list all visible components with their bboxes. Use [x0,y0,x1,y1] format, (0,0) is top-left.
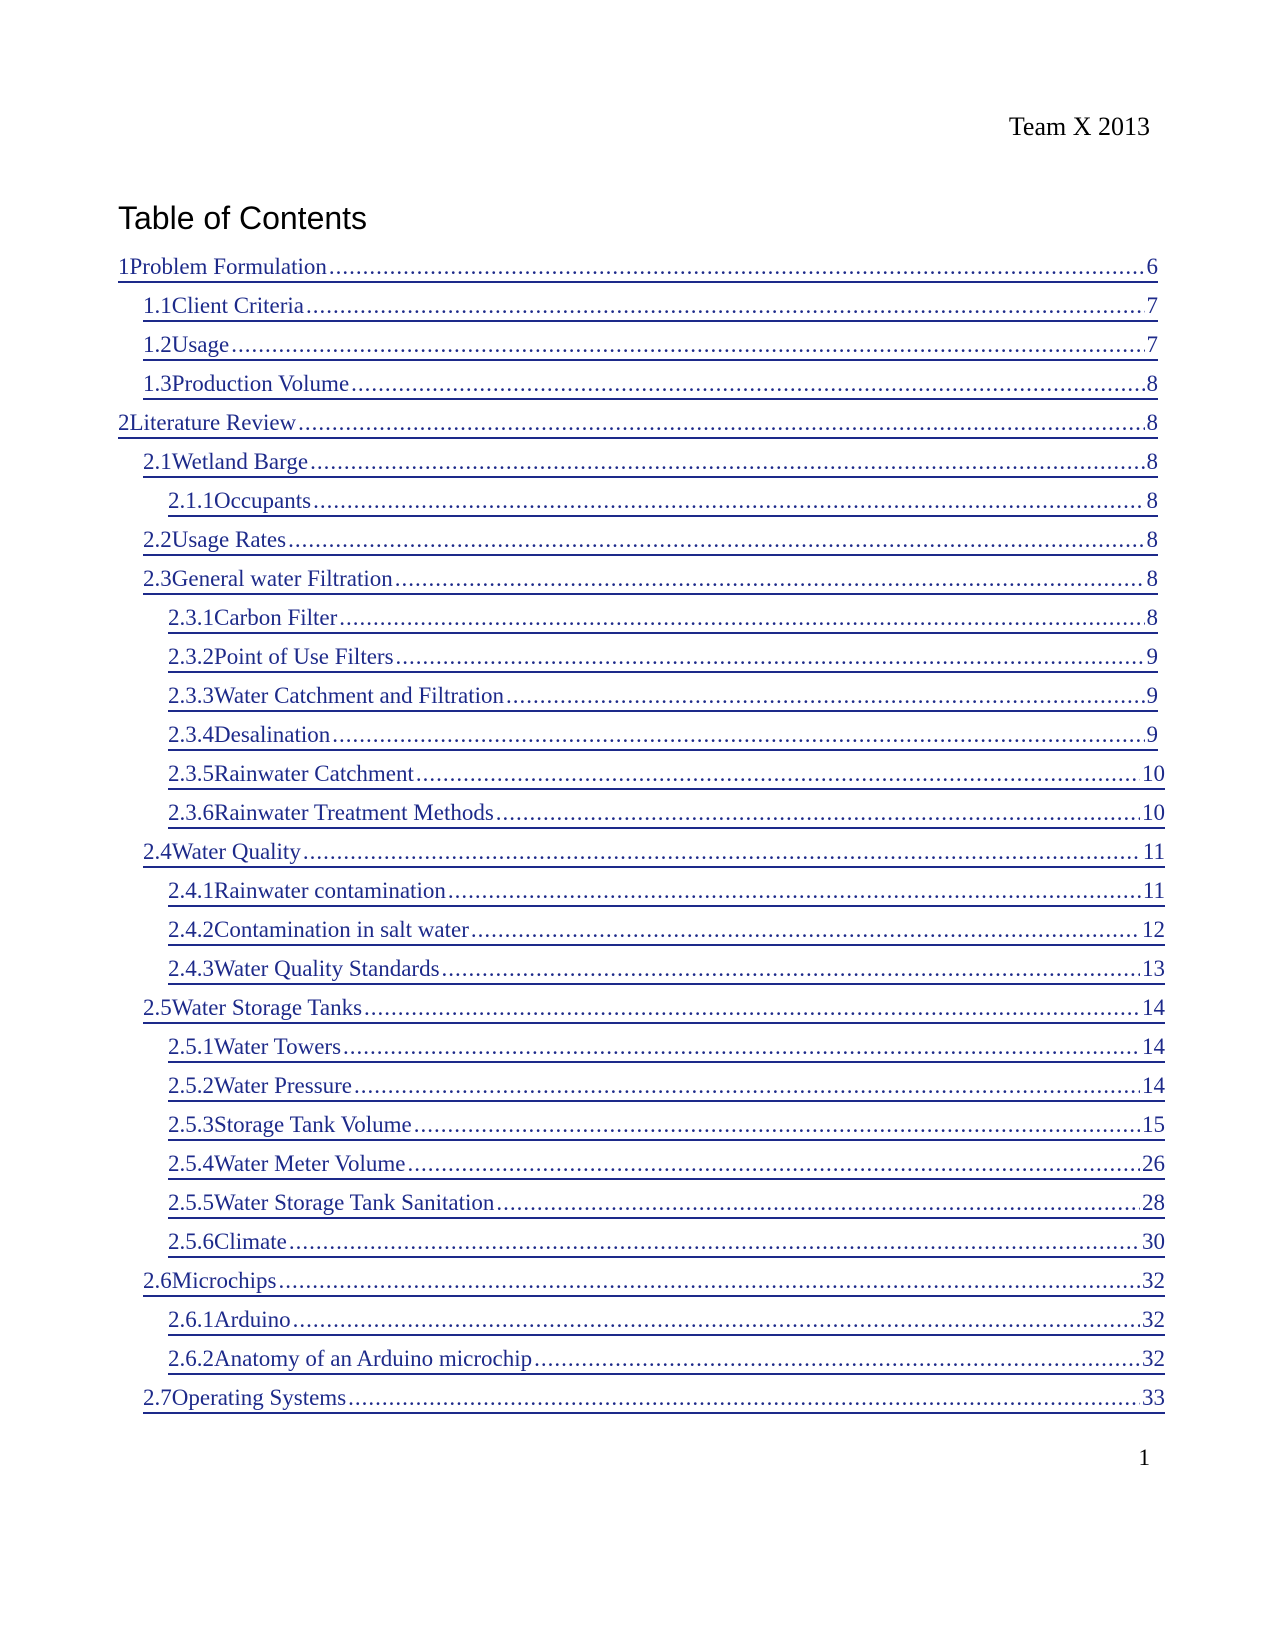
toc-entry-2-5-3[interactable]: 2.5.3 Storage Tank Volume ..... 15 [168,1102,1165,1141]
table-of-contents [118,244,1165,1414]
toc-entry-2-5-2[interactable]: 2.5.2 Water Pressure ..... 14 [168,1063,1165,1102]
toc-title: Table of Contents [118,200,368,236]
toc-entry-2-3-3[interactable]: 2.3.3 Water Catchment and Filtration ..... 9 [168,673,1158,712]
toc-entry-1-3[interactable]: 1.3 Production Volume ..... 8 [143,361,1158,400]
toc-entry-2-3-2[interactable]: 2.3.2 Point of Use Filters ..... 9 [168,634,1158,673]
toc-entry-2-6-2[interactable]: 2.6.2 Anatomy of an Arduino microchip ..... 32 [168,1336,1165,1375]
toc-entry-2-5-1[interactable]: 2.5.1 Water Towers ..... 14 [168,1024,1165,1063]
toc-entry-2-4-3[interactable]: 2.4.3 Water Quality Standards ..... 13 [168,946,1165,985]
toc-entry-2-4[interactable]: 2.4 Water Quality ..... 11 [143,829,1165,868]
toc-entry-2-1-1[interactable]: 2.1.1 Occupants ..... 8 [168,478,1158,517]
toc-entry-2-3[interactable]: 2.3 General water Filtration ..... 8 [143,556,1158,595]
toc-entry-2-3-5[interactable]: 2.3.5 Rainwater Catchment ..... 10 [168,751,1165,790]
toc-entry-2-5[interactable]: 2.5 Water Storage Tanks ..... 14 [143,985,1165,1024]
toc-entry-2-3-4[interactable]: 2.3.4 Desalination ..... 9 [168,712,1158,751]
toc-entry-2-5-4[interactable]: 2.5.4 Water Meter Volume ..... 26 [168,1141,1165,1180]
toc-entry-1[interactable]: 1 Problem Formulation ..... 6 [118,244,1158,283]
toc-entry-1-2[interactable]: 1.2 Usage ..... 7 [143,322,1158,361]
page-header: Team X 2013 [1008,112,1150,141]
toc-entry-2-3-6[interactable]: 2.3.6 Rainwater Treatment Methods ..... 10 [168,790,1165,829]
toc-entry-2-6-1[interactable]: 2.6.1 Arduino ..... 32 [168,1297,1165,1336]
page-number: 1 [1138,1445,1150,1470]
toc-entry-2-5-6[interactable]: 2.5.6 Climate ..... 30 [168,1219,1165,1258]
toc-entry-2-4-1[interactable]: 2.4.1 Rainwater contamination ..... 11 [168,868,1165,907]
toc-entry-2-2[interactable]: 2.2 Usage Rates ..... 8 [143,517,1158,556]
toc-entry-2-1[interactable]: 2.1 Wetland Barge ..... 8 [143,439,1158,478]
toc-entry-1-1[interactable]: 1.1 Client Criteria ..... 7 [143,283,1158,322]
toc-entry-2-3-1[interactable]: 2.3.1 Carbon Filter ..... 8 [168,595,1158,634]
toc-entry-2[interactable]: 2 Literature Review ..... 8 [118,400,1158,439]
toc-entry-2-7[interactable]: 2.7 Operating Systems ..... 33 [143,1375,1165,1414]
toc-entry-2-4-2[interactable]: 2.4.2 Contamination in salt water ..... 12 [168,907,1165,946]
toc-entry-2-5-5[interactable]: 2.5.5 Water Storage Tank Sanitation ..... 28 [168,1180,1165,1219]
toc-entry-2-6[interactable]: 2.6 Microchips ..... 32 [143,1258,1165,1297]
